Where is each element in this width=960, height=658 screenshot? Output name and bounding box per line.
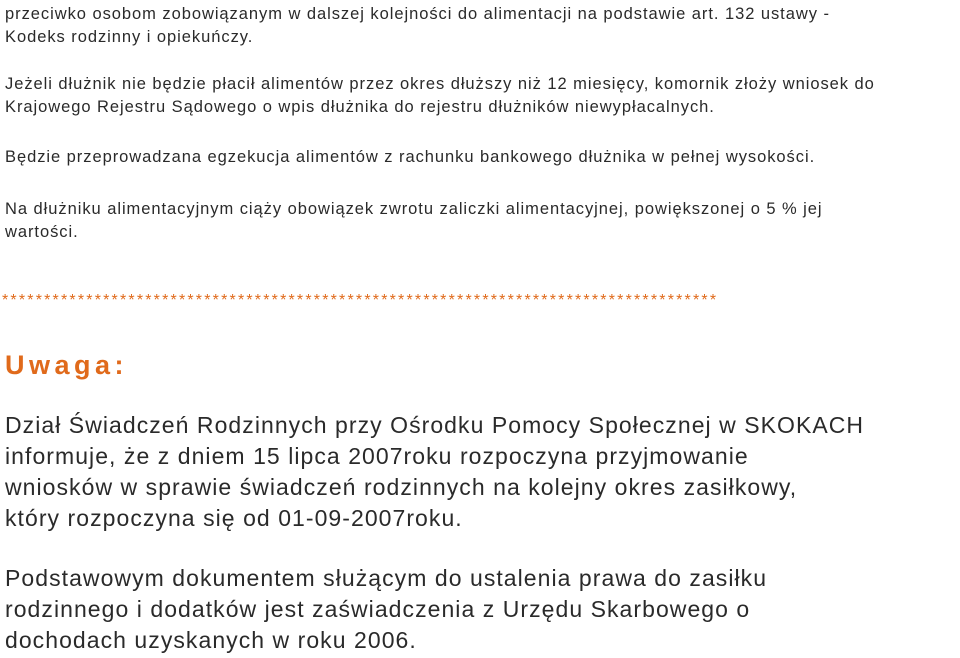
notice-p2-line-1: Podstawowym dokumentem służącym do ustalenia prawa do zasiłku [5,565,768,591]
notice-p1-line-4: który rozpoczyna się od 01-09-2007roku. [5,505,463,531]
enforcement-paragraph [5,146,815,169]
notice-p1-line-3: wniosków w sprawie świadczeń rodzinnych na kolejny okres zasiłkowy, [5,474,798,500]
notice-p1-line-1: Dział Świadczeń Rodzinnych przy Ośrodku Pomocy Społecznej w SKOKACH [5,412,865,438]
registry-paragraph [5,73,875,119]
notice-heading: Uwaga: [5,350,129,380]
enforcement-line-1: Będzie przeprowadzana egzekucja alimentów z rachunku bankowego dłużnika w pełnej wysokości. [5,148,816,166]
intro-paragraph [5,3,830,49]
registry-line-1: Jeżeli dłużnik nie będzie płacił alimentów przez okres dłuższy niż 12 miesięcy, komornik złoży wniosek do [5,75,875,93]
refund-line-1: Na dłużniku alimentacyjnym ciąży obowiązek zwrotu zaliczki alimentacyjnej, powiększonej o 5 % jej [5,200,823,218]
refund-paragraph [5,198,823,244]
registry-line-2: Krajowego Rejestru Sądowego o wpis dłużnika do rejestru dłużników niewypłacalnych. [5,98,715,116]
intro-line-2: Kodeks rodzinny i opiekuńczy. [5,28,254,46]
notice-p2-line-3: dochodach uzyskanych w roku 2006. [5,627,417,653]
notice-paragraph-2 [5,563,767,656]
notice-p1-line-2: informuje, że z dniem 15 lipca 2007roku rozpoczyna przyjmowanie [5,443,749,469]
notice-paragraph-1 [5,410,864,534]
intro-line-1: przeciwko osobom zobowiązanym w dalszej kolejności do alimentacji na podstawie art. 132 ustawy - [5,5,830,23]
refund-line-2: wartości. [5,223,79,241]
notice-p2-line-2: rodzinnego i dodatków jest zaświadczenia z Urzędu Skarbowego o [5,596,751,622]
asterisk-separator: ************************************************************************************* [2,292,719,309]
